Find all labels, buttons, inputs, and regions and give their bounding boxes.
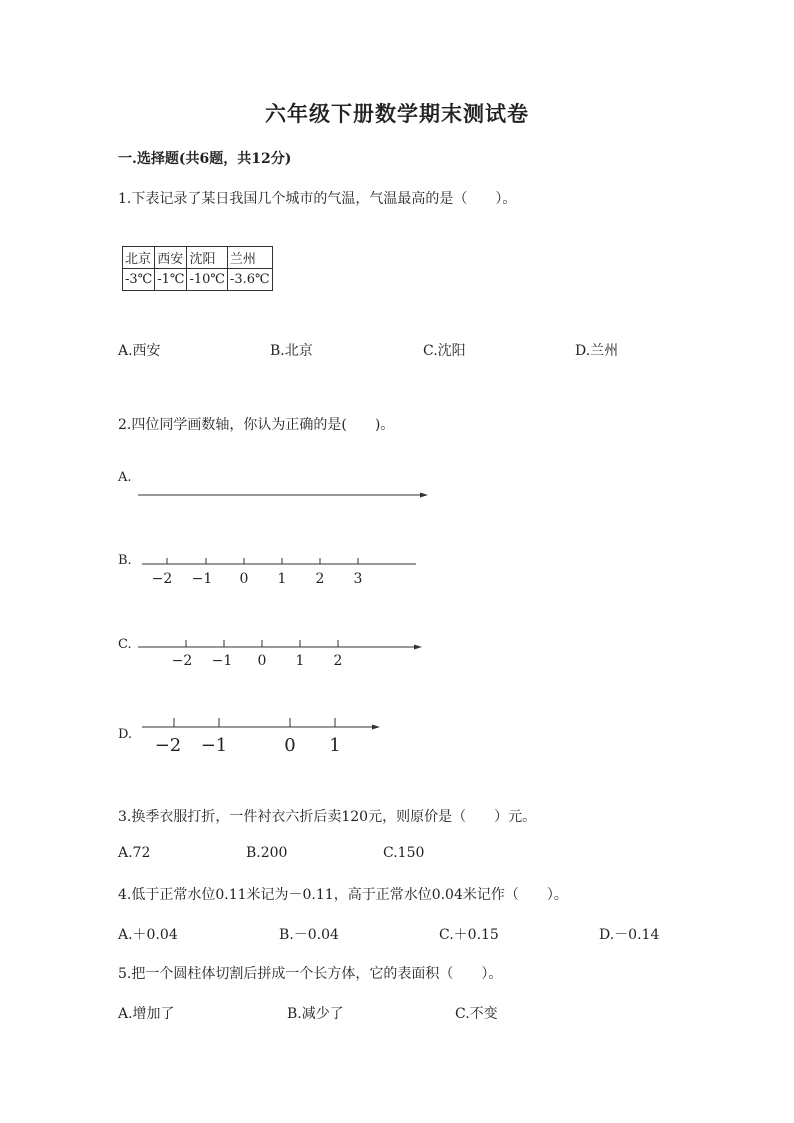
table-cell: 沈阳 — [187, 247, 227, 269]
tick-label: −1 — [200, 735, 228, 756]
number-line-b — [136, 552, 426, 592]
table-cell: -3.6℃ — [227, 269, 272, 291]
q3-option-c: C.150 — [383, 845, 425, 861]
table-cell: -3℃ — [123, 269, 155, 291]
table-cell: 兰州 — [227, 247, 272, 269]
q3-option-b: B.200 — [246, 845, 288, 861]
tick-label: 2 — [315, 571, 325, 587]
question-1-text: 1.下表记录了某日我国几个城市的气温，气温最高的是（ ）。 — [118, 191, 517, 207]
tick-label: 0 — [284, 735, 296, 756]
table-cell: -10℃ — [187, 269, 227, 291]
table-cell: 西安 — [155, 247, 187, 269]
table-cell: 北京 — [123, 247, 155, 269]
question-4-text: 4.低于正常水位0.11米记为－0.11，高于正常水位0.04米记作（ ）。 — [118, 887, 568, 903]
q1-option-d: D.兰州 — [575, 343, 619, 359]
tick-label: 1 — [329, 735, 341, 756]
q4-option-c: C.＋0.15 — [439, 927, 499, 943]
tick-label: 1 — [277, 571, 287, 587]
q2-label-c: C. — [118, 637, 132, 652]
q2-label-b: B. — [118, 553, 132, 568]
q5-option-b: B.减少了 — [287, 1006, 344, 1022]
number-line-d — [136, 715, 396, 759]
tick-label: −2 — [154, 735, 182, 756]
tick-label: −1 — [211, 653, 233, 669]
number-line-c — [136, 636, 436, 676]
page-title: 六年级下册数学期末测试卷 — [265, 101, 529, 126]
q4-option-d: D.－0.14 — [599, 927, 660, 943]
tick-label: 2 — [333, 653, 343, 669]
q2-label-a: A. — [118, 470, 132, 485]
tick-label: −1 — [191, 571, 213, 587]
tick-label: −2 — [171, 653, 193, 669]
question-2-text: 2.四位同学画数轴，你认为正确的是( )。 — [118, 417, 395, 433]
tick-label: 0 — [239, 571, 249, 587]
q3-option-a: A.72 — [118, 845, 151, 861]
number-line-a — [136, 488, 436, 504]
tick-label: 3 — [353, 571, 363, 587]
q1-option-a: A.西安 — [118, 343, 161, 359]
table-row-header — [123, 247, 273, 269]
q1-option-c: C.沈阳 — [423, 343, 466, 359]
question-5-text: 5.把一个圆柱体切割后拼成一个长方体，它的表面积（ ）。 — [118, 966, 503, 982]
q1-option-b: B.北京 — [270, 343, 313, 359]
table-cell: -1℃ — [155, 269, 187, 291]
q5-option-a: A.增加了 — [118, 1006, 175, 1022]
tick-label: 0 — [257, 653, 267, 669]
q4-option-a: A.＋0.04 — [118, 927, 178, 943]
q5-option-c: C.不变 — [455, 1006, 498, 1022]
q2-label-d: D. — [118, 727, 133, 742]
tick-label: 1 — [295, 653, 305, 669]
tick-label: −2 — [151, 571, 173, 587]
question-3-text: 3.换季衣服打折，一件衬衣六折后卖120元，则原价是（ ）元。 — [118, 809, 537, 825]
section-heading: 一.选择题(共6题，共12分) — [118, 151, 292, 167]
temperature-table — [122, 246, 273, 291]
table-row-values — [123, 269, 273, 291]
q4-option-b: B.－0.04 — [279, 927, 339, 943]
